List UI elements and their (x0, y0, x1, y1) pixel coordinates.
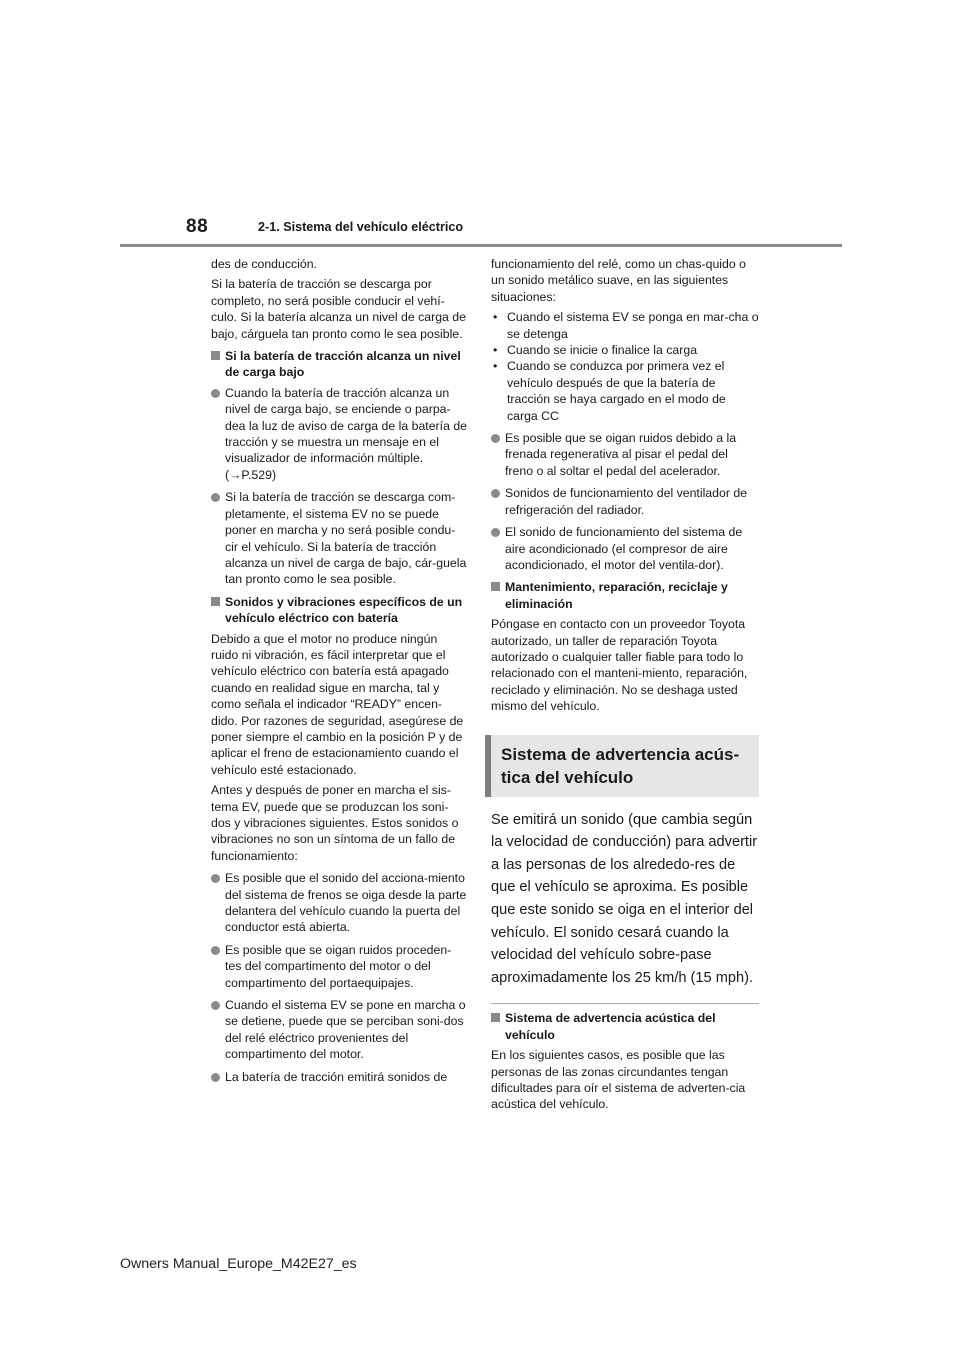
list-item-text: Cuando se conduzca por primera vez el vehículo después de que la batería de tracción se haya cargado en el modo de carga CC (507, 359, 726, 423)
section-heading-box (485, 735, 759, 797)
subheading (491, 579, 759, 612)
bullet-item (491, 430, 759, 479)
circle-bullet-icon (491, 528, 500, 537)
subheading-text: Si la batería de tracción alcanza un nivel de carga bajo (225, 349, 461, 380)
bullet-item (491, 485, 759, 518)
subheading-text: Mantenimiento, reparación, reciclaje y eliminación (505, 580, 728, 611)
bullet-item (211, 1069, 467, 1085)
circle-bullet-icon (211, 874, 220, 883)
bullet-text: La batería de tracción emitirá sonidos de (225, 1069, 448, 1084)
circle-bullet-icon (211, 946, 220, 955)
bullet-text: Si la batería de tracción se descarga com-pletamente, el sistema EV no se puede poner en marcha y no será posible condu-cir el vehículo. Si la batería de tracción alcanza un nivel de carga de bajo, cár-guela tan pronto como le sea posible. (225, 490, 467, 587)
bullet-text: Es posible que se oigan ruidos debido a la frenada regenerativa al pisar el pedal del freno o al soltar el pedal del acelerador. (505, 431, 737, 478)
paragraph: Póngase en contacto con un proveedor Toyota autorizado, un taller de reparación Toyota autorizado o cualquier taller fiable para todo lo relacionado con el manteni-miento, reparación, reciclado y eliminación. No se deshaga usted mismo del vehículo. (491, 617, 748, 714)
list-item-text: Cuando se inicie o finalice la carga (507, 343, 698, 358)
circle-bullet-icon (491, 434, 500, 443)
bullet-text: Es posible que el sonido del acciona-miento del sistema de frenos se oiga desde la parte delantera del vehículo cuando la puerta del conductor está abierta. (225, 871, 467, 935)
list-item (491, 309, 759, 342)
right-column (491, 256, 759, 1117)
paragraph: des de conducción. (211, 257, 317, 271)
circle-bullet-icon (491, 489, 500, 498)
intro-paragraph: Se emitirá un sonido (que cambia según la velocidad de conducción) para advertir a las personas de los alrededo-res de que el vehículo se aproxima. Es posible que este sonido se oiga en el interior del vehículo. El sonido cesará cuando la velocidad del vehículo sobre-pase aproximadamente los 25 km/h (15 mph). (491, 811, 758, 986)
bullet-text: Cuando el sistema EV se pone en marcha o se detiene, puede que se perciban soni-dos del relé eléctrico provenientes del compartimento del motor. (225, 998, 466, 1062)
square-bullet-icon (491, 582, 500, 591)
list-marker: • (493, 343, 498, 358)
subheading-text: Sonidos y vibraciones específicos de un vehículo eléctrico con batería (225, 594, 463, 626)
bullet-text: Es posible que se oigan ruidos proceden-tes del compartimento del motor o del compartimento del portaequipajes. (225, 942, 452, 990)
paragraph: Si la batería de tracción se descarga por completo, no será posible conducir el vehí-culo. Si la batería alcanza un nivel de carga de bajo, cárguela tan pronto como le sea posible. (211, 277, 466, 341)
paragraph: En los siguientes casos, es posible que las personas de las zonas circundantes tengan dificultades para oír el sistema de adverten-cia acústica del vehículo. (491, 1048, 746, 1112)
bullet-text: Sonidos de funcionamiento del ventilador de refrigeración del radiador. (505, 486, 748, 517)
header-divider (120, 244, 842, 247)
left-column (211, 256, 467, 1091)
bullet-text: El sonido de funcionamiento del sistema de aire acondicionado (el compresor de aire acondicionado, el motor del ventila-dor). (505, 525, 743, 572)
section-title: 2-1. Sistema del vehículo eléctrico (258, 220, 464, 234)
circle-bullet-icon (211, 389, 220, 398)
circle-bullet-icon (211, 493, 220, 502)
subheading (491, 1010, 759, 1043)
section-heading-text: Sistema de advertencia acús-tica del vehículo (501, 744, 740, 787)
list-item (491, 358, 759, 424)
bullet-item (211, 942, 467, 991)
bullet-item (211, 870, 467, 936)
list-item-text: Cuando el sistema EV se ponga en mar-cha o se detenga (507, 310, 759, 341)
square-bullet-icon (491, 1013, 500, 1022)
paragraph: funcionamiento del relé, como un chas-quido o un sonido metálico suave, en las siguientes situaciones: (491, 257, 746, 304)
bullet-item (211, 385, 467, 483)
page-number: 88 (186, 216, 209, 237)
bullet-item (491, 524, 759, 573)
list-marker: • (493, 310, 498, 325)
subheading-text: Sistema de advertencia acústica del vehículo (505, 1011, 716, 1042)
bullet-item (211, 489, 467, 587)
sub-list (491, 309, 759, 424)
circle-bullet-icon (211, 1001, 220, 1010)
bullet-item (211, 997, 467, 1063)
square-bullet-icon (211, 351, 220, 360)
divider (491, 1003, 759, 1004)
footer-text: Owners Manual_Europe_M42E27_es (120, 1256, 357, 1272)
paragraph: Debido a que el motor no produce ningún ruido ni vibración, es fácil interpretar que el vehículo eléctrico con batería está apagado cuando en realidad sigue en marcha, tal y como señala el indicador “READY” encen-dido. Por razones de seguridad, asegúrese de poner siempre el cambio en la posición P y de aplicar el freno de estacionamiento cuando el vehículo esté estacionado. (211, 631, 464, 777)
bullet-text: Cuando la batería de tracción alcanza un nivel de carga bajo, se enciende o parpa-dea la luz de aviso de carga de la batería de tracción y se muestra un mensaje en el visualizador de información múltiple. (→P.529) (225, 385, 468, 482)
circle-bullet-icon (211, 1073, 220, 1082)
list-marker: • (493, 359, 498, 374)
paragraph: Antes y después de poner en marcha el sis-tema EV, puede que se produzcan los soni-dos y vibraciones siguientes. Estos sonidos o vibraciones no son un síntoma de un fallo de funcionamiento: (211, 783, 459, 863)
square-bullet-icon (211, 597, 220, 606)
subheading (211, 348, 467, 381)
list-item (491, 342, 759, 358)
subheading (211, 594, 467, 627)
